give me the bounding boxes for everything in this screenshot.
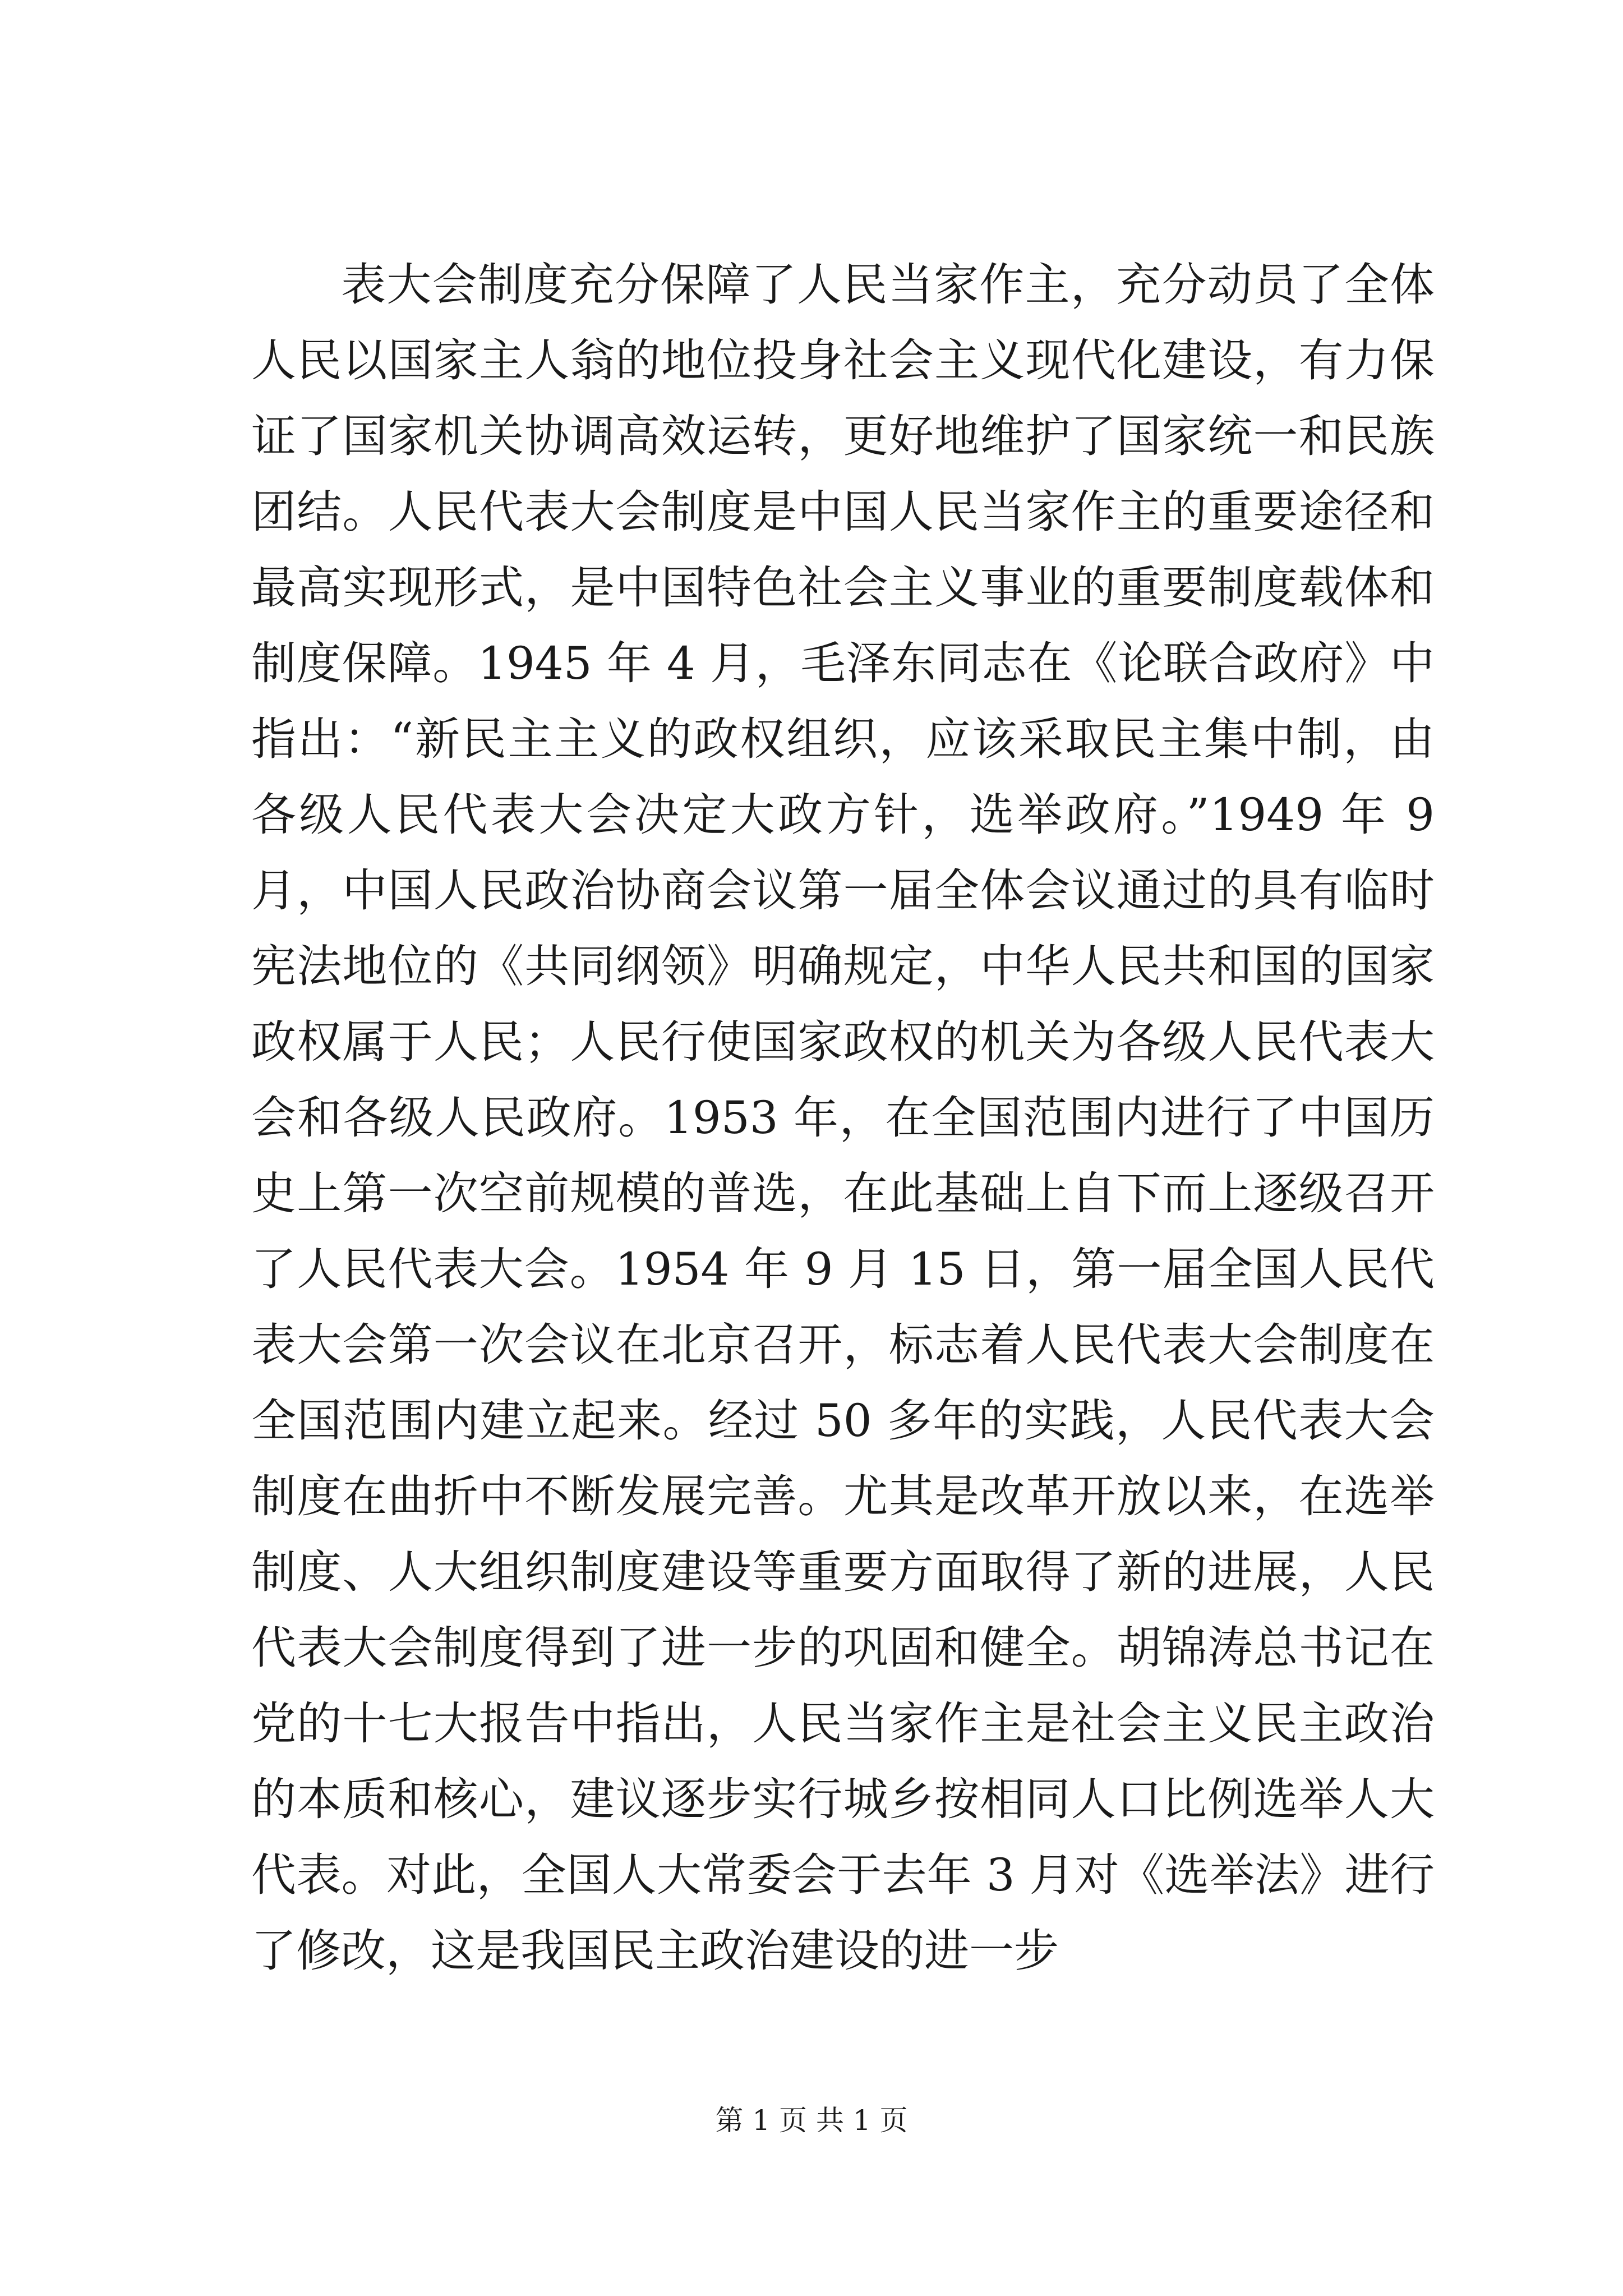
page-footer: 第 1 页 共 1 页 <box>715 2104 908 2137</box>
body-paragraph: 表大会制度充分保障了人民当家作主，充分动员了全体人民以国家主人翁的地位投身社会主义现代化建设，有力保证了国家机关协调高效运转，更好地维护了国家统一和民族团结。人民代表大会制度是中国人民当家作主的重要途径和最高实现形式，是中国特色社会主义事业的重要制度载体和制度保障。1945 年 4 月，毛泽东同志在《论联合政府》中指出：“新民主主义的政权组织，应该采取民主集中制，由各级人民代表大会决定大政方针，选举政府。”1949 年 9 月，中国人民政治协商会议第一届全体会议通过的具有临时宪法地位的《共同纲领》明确规定，中华人民共和国的国家政权属于人民；人民行使国家政权的机关为各级人民代表大会和各级人民政府。1953 年，在全国范围内进行了中国历史上第一次空前规模的普选，在此基础上自下而上逐级召开了人民代表大会。1954 年 9 月 15 日，第一届全国人民代表大会第一次会议在北京召开，标志着人民代表大会制度在全国范围内建立起来。经过 50 多年的实践，人民代表大会制度在曲折中不断发展完善。尤其是改革开放以来，在选举制度、人大组织制度建设等重要方面取得了新的进展，人民代表大会制度得到了进一步的巩固和健全。胡锦涛总书记在党的十七大报告中指出，人民当家作主是社会主义民主政治的本质和核心，建议逐步实行城乡按相同人口比例选举人大代表。对此，全国人大常委会于去年 3 月对《选举法》进行了修改，这是我国民主政治建设的进一步 <box>251 259 1435 1977</box>
